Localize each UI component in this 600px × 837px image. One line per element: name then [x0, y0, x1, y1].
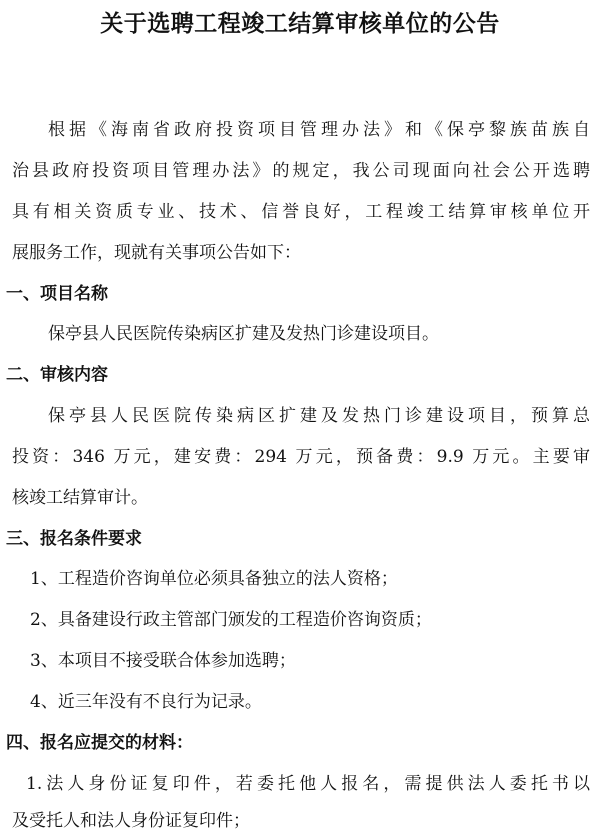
- section-heading-review-content: 二、审核内容: [6, 365, 108, 385]
- page-title: 关于选聘工程竣工结算审核单位的公告: [100, 11, 500, 37]
- section-heading-materials: 四、报名应提交的材料：: [6, 733, 193, 753]
- section-heading-requirements: 三、报名条件要求: [6, 529, 142, 549]
- requirement-item-2: 2、具备建设行政主管部门颁发的工程造价咨询资质；: [30, 610, 432, 630]
- intro-line-4: 展服务工作，现就有关事项公告如下：: [12, 243, 301, 263]
- requirement-item-1: 1、工程造价咨询单位必须具备独立的法人资格；: [30, 569, 398, 589]
- materials-line-1: 1.法人身份证复印件，若委托他人报名，需提供法人委托书以: [26, 774, 590, 794]
- intro-line-3: 具有相关资质专业、技术、信誉良好，工程竣工结算审核单位开: [12, 202, 590, 222]
- project-name-text: 保亭县人民医院传染病区扩建及发热门诊建设项目。: [48, 324, 439, 344]
- review-content-line-2: 投资：346 万元，建安费：294 万元，预备费：9.9 万元。主要审: [12, 447, 590, 467]
- requirement-item-3: 3、本项目不接受联合体参加选聘；: [30, 651, 296, 671]
- intro-line-2: 治县政府投资项目管理办法》的规定，我公司现面向社会公开选聘: [12, 161, 590, 181]
- section-heading-project-name: 一、项目名称: [6, 284, 108, 304]
- requirement-item-4: 4、近三年没有不良行为记录。: [30, 692, 262, 712]
- intro-line-1: 根据《海南省政府投资项目管理办法》和《保亭黎族苗族自: [48, 120, 590, 140]
- materials-line-2: 及受托人和法人身份证复印件；: [12, 811, 250, 831]
- review-content-line-3: 核竣工结算审计。: [12, 488, 148, 508]
- review-content-line-1: 保亭县人民医院传染病区扩建及发热门诊建设项目，预算总: [48, 406, 590, 426]
